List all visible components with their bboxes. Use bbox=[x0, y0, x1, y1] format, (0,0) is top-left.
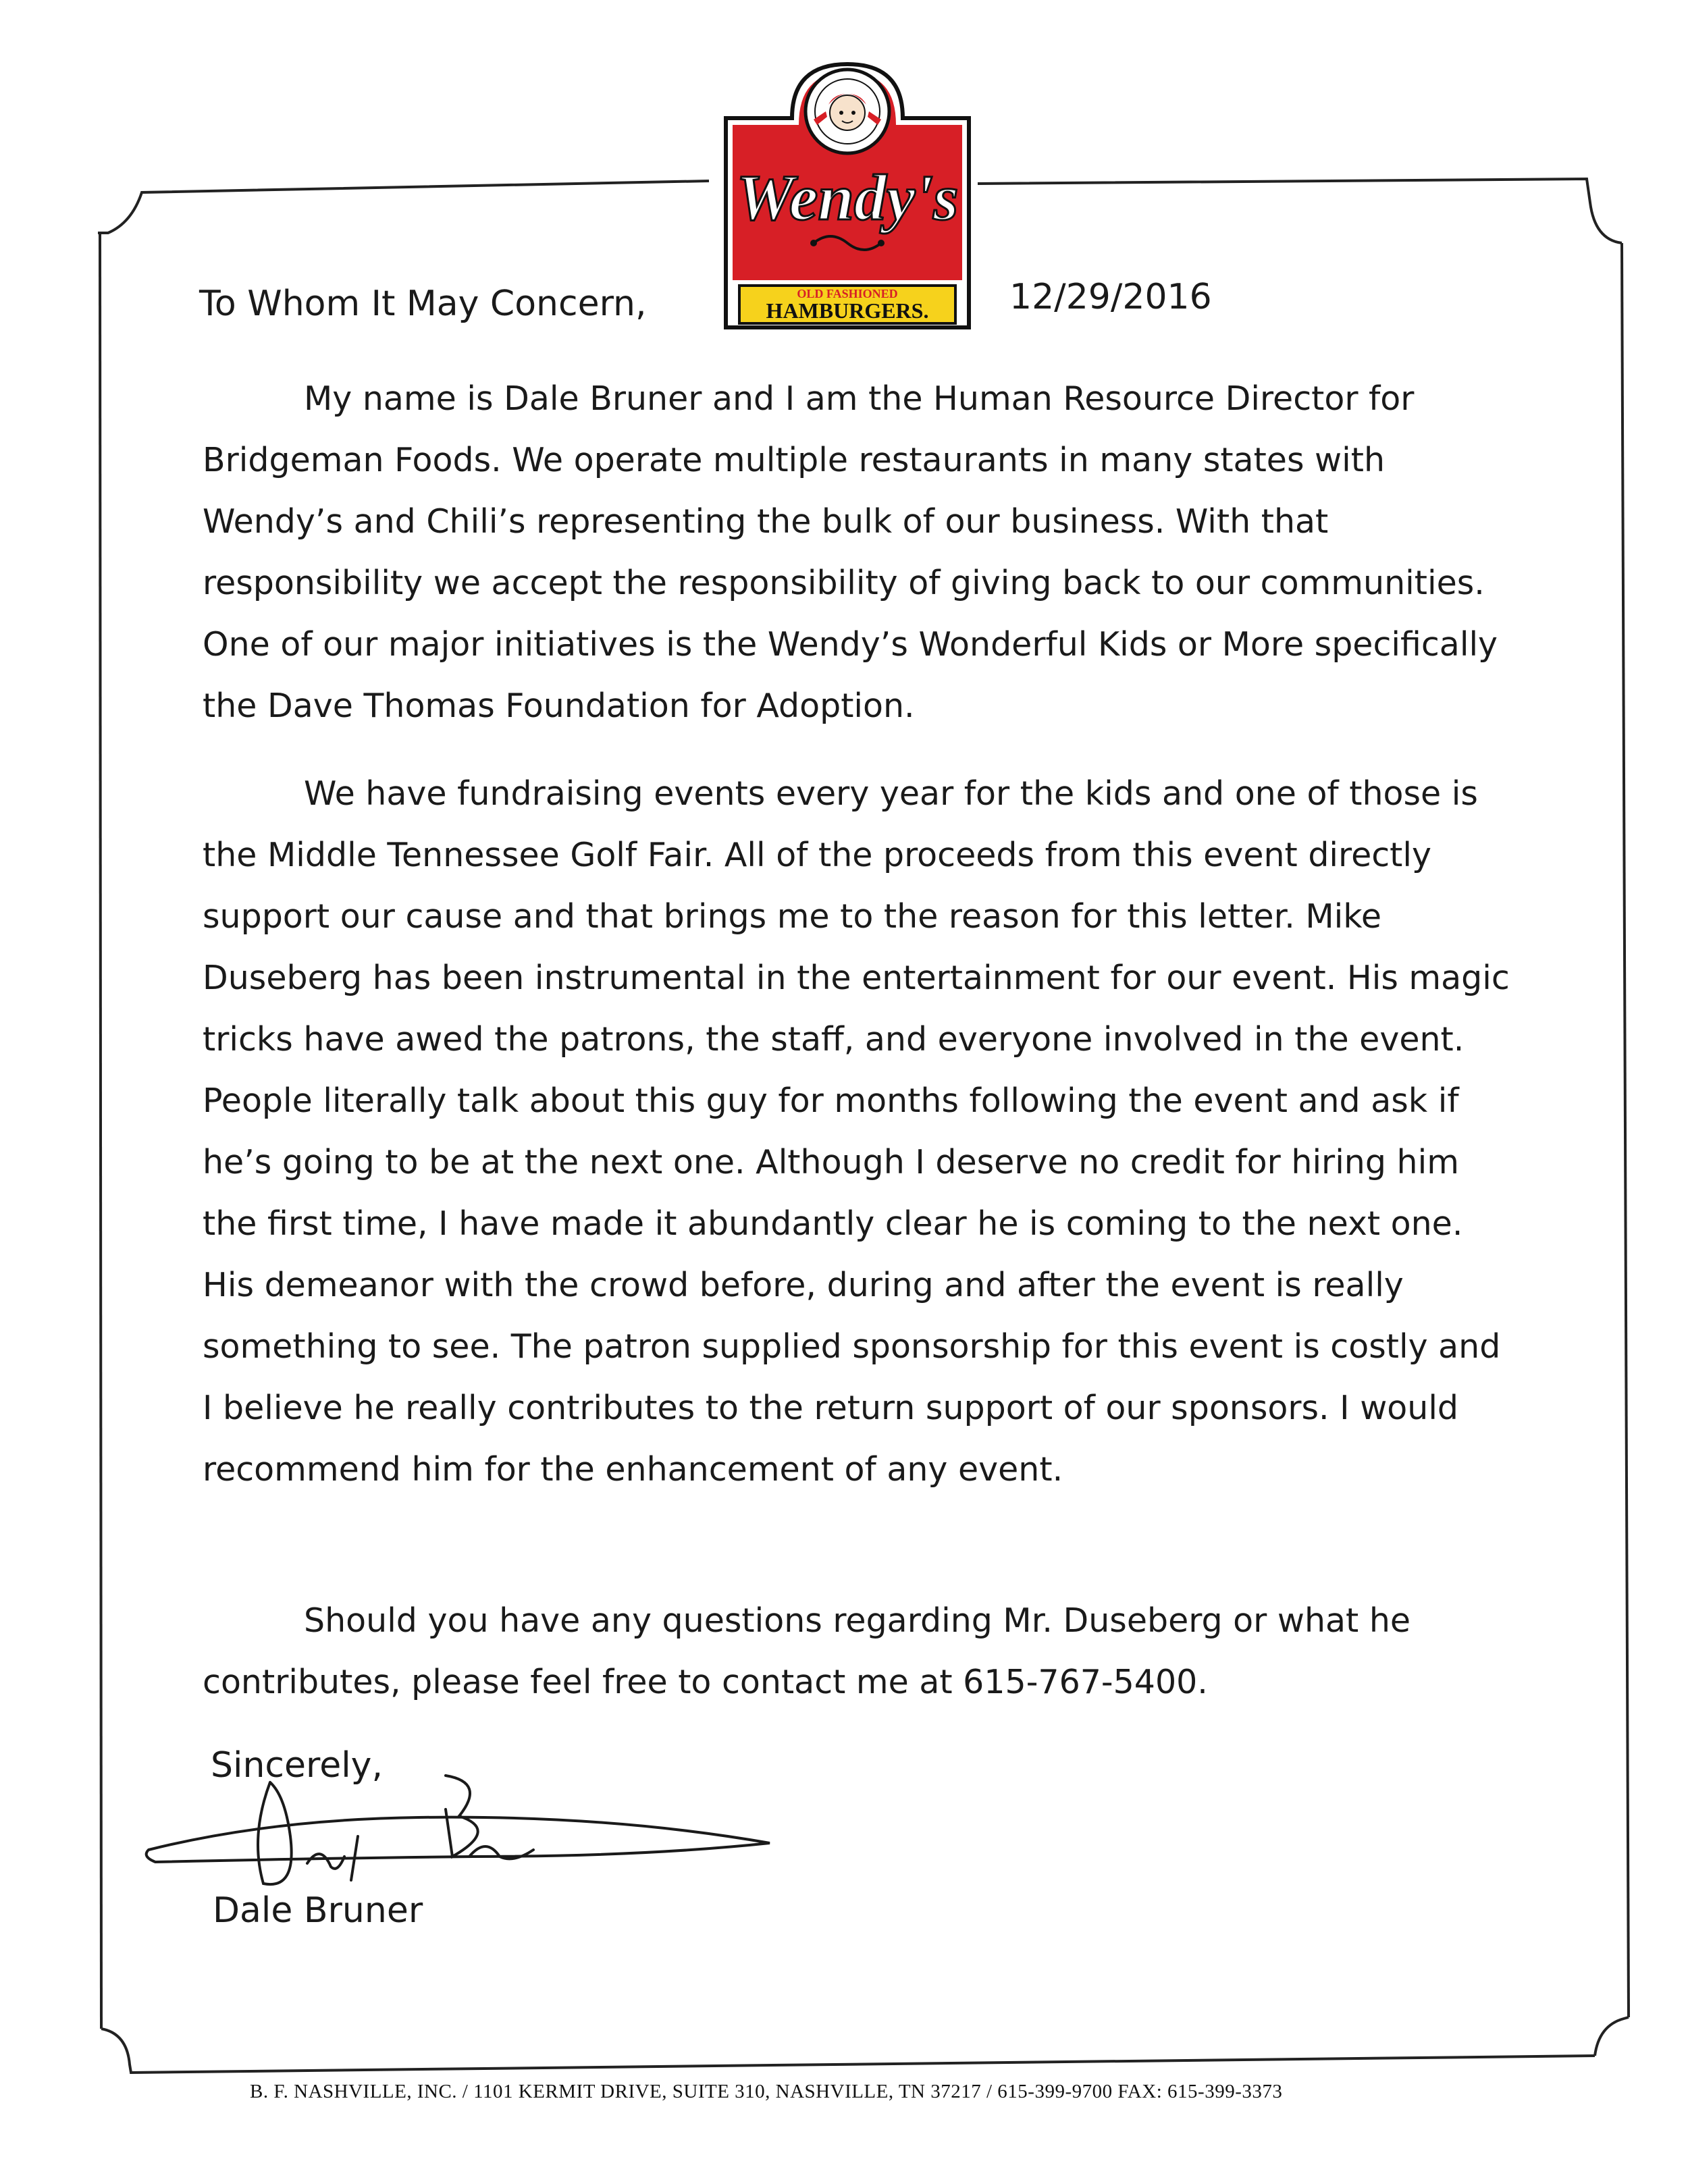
footer-address: B. F. NASHVILLE, INC. / 1101 KERMIT DRIVE, SUITE 310, NASHVILLE, TN 37217 / 615-399-9700 FAX: 615-399-3373 bbox=[250, 2081, 1283, 2102]
letter-date: 12/29/2016 bbox=[1009, 277, 1212, 317]
svg-text:HAMBURGERS.: HAMBURGERS. bbox=[766, 298, 929, 323]
body-paragraph-2: We have fundraising events every year for the kids and one of those is the Middle Tennessee Golf Fair. All of the proceeds from this event directly support our cause and that brings me to the reason for this letter. Mike Duseberg has been instrumental in the entertainment for our event. His magic tricks have awed the patrons, the staff, and everyone involved in the event. People literally talk about this guy for months following the event and ask if he’s going to be at the next one. Although I deserve no credit for hiring him the first time, I have made it abundantly clear he is coming to the next one. His demeanor with the crowd before, during and after the event is really something to see. The patron supplied sponsorship for this event is costly and I believe he really contributes to the return support of our sponsors. I would recommend him for the enhancement of any event. bbox=[203, 774, 1510, 1489]
handwritten-signature bbox=[135, 1755, 783, 1897]
body-paragraph-1: My name is Dale Bruner and I am the Human Resource Director for Bridgeman Foods. We operate multiple restaurants in many states with Wendy’s and Chili’s representing the bulk of our business. With that responsibility we accept the responsibility of giving back to our communities. One of our major initiatives is the Wendy’s Wonderful Kids or More specifically the Dave Thomas Foundation for Adoption. bbox=[203, 379, 1498, 725]
svg-text:Wendy's: Wendy's bbox=[736, 161, 959, 234]
signer-name: Dale Bruner bbox=[213, 1890, 423, 1931]
wendys-logo bbox=[712, 37, 982, 334]
body-paragraph-3: Should you have any questions regarding Mr. Duseberg or what he contributes, please feel free to contact me at 615-767-5400. bbox=[203, 1601, 1411, 1701]
svg-text:OLD FASHIONED: OLD FASHIONED bbox=[797, 287, 898, 300]
closing: Sincerely, bbox=[211, 1745, 383, 1786]
salutation: To Whom It May Concern, bbox=[199, 284, 647, 324]
